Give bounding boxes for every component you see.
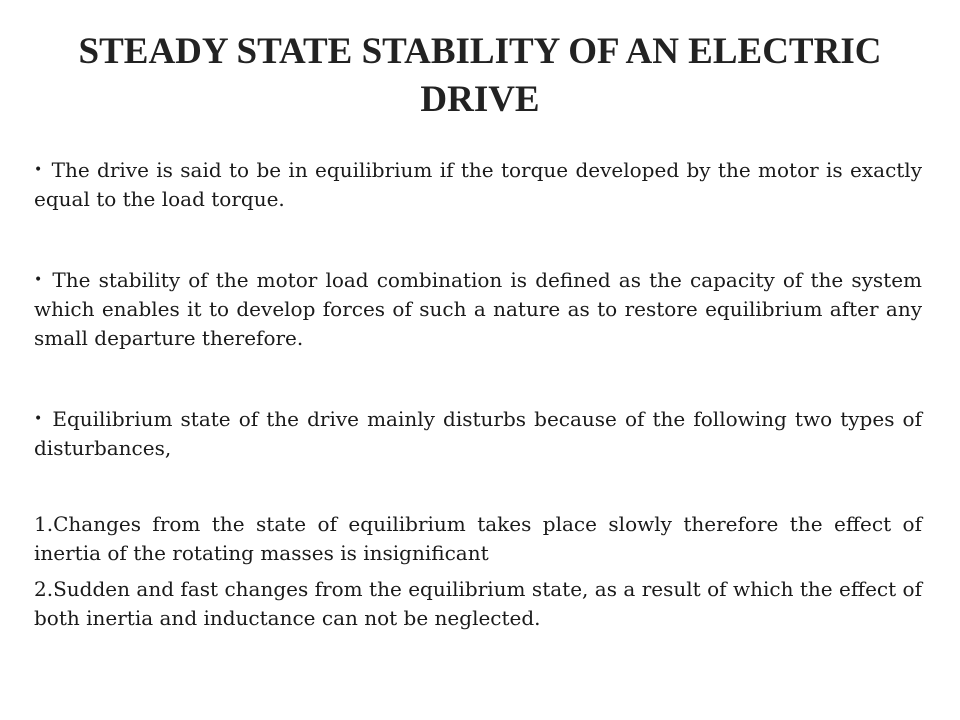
bullet-icon: • bbox=[34, 272, 43, 288]
bullet-text: The stability of the motor load combination is defined as the capacity of the system which enables it to develop forces of such a nature as to restore equilibrium after any small departure therefore. bbox=[34, 268, 922, 350]
bullet-icon: • bbox=[34, 411, 43, 427]
bullet-text: Equilibrium state of the drive mainly disturbs because of the following two types of disturbances, bbox=[34, 407, 922, 460]
bullet-text: The drive is said to be in equilibrium if the torque developed by the motor is exactly equal to the load torque. bbox=[34, 158, 922, 211]
slide-title: STEADY STATE STABILITY OF AN ELECTRIC DRIVE bbox=[78, 31, 882, 120]
bullet-paragraph bbox=[34, 156, 922, 214]
bullet-icon: • bbox=[34, 162, 43, 178]
bullet-paragraph bbox=[34, 405, 922, 463]
bullet-paragraph bbox=[34, 266, 922, 353]
numbered-item: 2.Sudden and fast changes from the equilibrium state, as a result of which the effect of both inertia and inductance can not be neglected. bbox=[34, 577, 922, 630]
numbered-item: 1.Changes from the state of equilibrium takes place slowly therefore the effect of inertia of the rotating masses is insignificant bbox=[34, 512, 922, 565]
